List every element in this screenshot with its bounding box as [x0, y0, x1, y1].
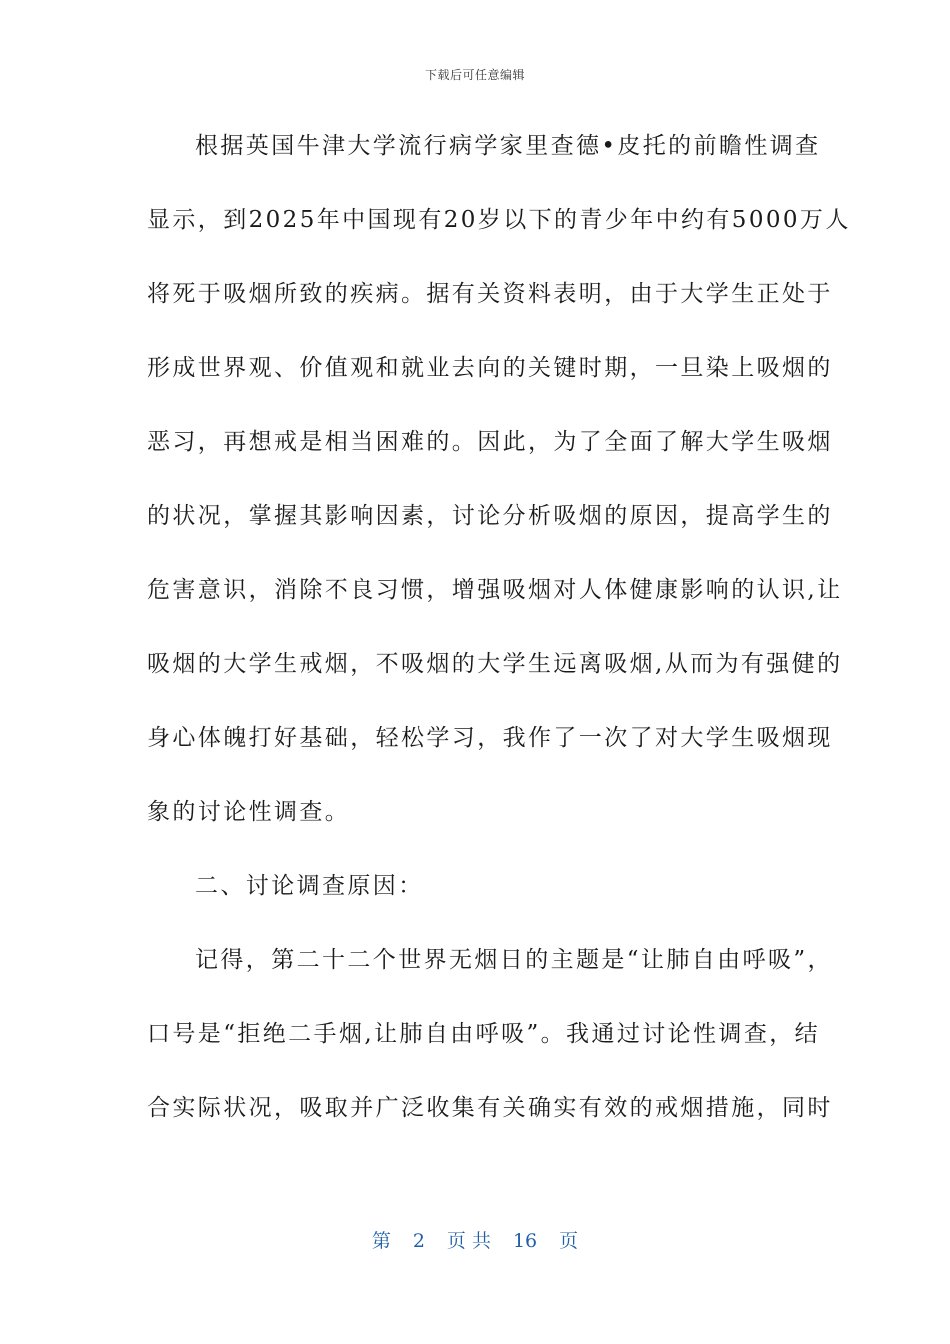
- paragraph-line: 象的讨论性调查。: [147, 799, 351, 825]
- current-page-number: 2: [412, 1230, 425, 1252]
- paragraph-line: 口号是“拒绝二手烟,让肺自由呼吸”。我通过讨论性调查，结: [147, 1021, 821, 1047]
- paragraph-line: 记得，第二十二个世界无烟日的主题是“让肺自由呼吸”，: [195, 947, 833, 973]
- paragraph-line: 显示，到2025年中国现有20岁以下的青少年中约有5000万人: [147, 207, 851, 233]
- paragraph-line: 合实际状况，吸取并广泛收集有关确实有效的戒烟措施，同时: [147, 1095, 833, 1121]
- footer-prefix: 第: [371, 1230, 391, 1252]
- document-body: [147, 126, 851, 1162]
- paragraph-line: 危害意识，消除不良习惯，增强吸烟对人体健康影响的认识,让: [147, 577, 843, 603]
- footer-middle: 页 共: [446, 1230, 491, 1252]
- section-heading: 二、讨论调查原因：: [195, 873, 424, 899]
- paragraph-line: 恶习，再想戒是相当困难的。因此，为了全面了解大学生吸烟: [147, 429, 833, 455]
- page-footer: [0, 1226, 950, 1253]
- total-page-number: 16: [512, 1230, 538, 1252]
- footer-suffix: 页: [559, 1230, 579, 1252]
- page-header: 下载后可任意编辑: [424, 68, 525, 82]
- paragraph-line: 身心体魄打好基础，轻松学习，我作了一次了对大学生吸烟现: [147, 725, 833, 751]
- paragraph-line: 形成世界观、价值观和就业去向的关键时期，一旦染上吸烟的: [147, 355, 833, 381]
- paragraph-line: 将死于吸烟所致的疾病。据有关资料表明，由于大学生正处于: [147, 281, 833, 307]
- paragraph-line: 的状况，掌握其影响因素，讨论分析吸烟的原因，提高学生的: [147, 503, 833, 529]
- paragraph-line: 吸烟的大学生戒烟，不吸烟的大学生远离吸烟,从而为有强健的: [147, 651, 843, 677]
- paragraph-line: 根据英国牛津大学流行病学家里查德•皮托的前瞻性调查: [195, 133, 821, 159]
